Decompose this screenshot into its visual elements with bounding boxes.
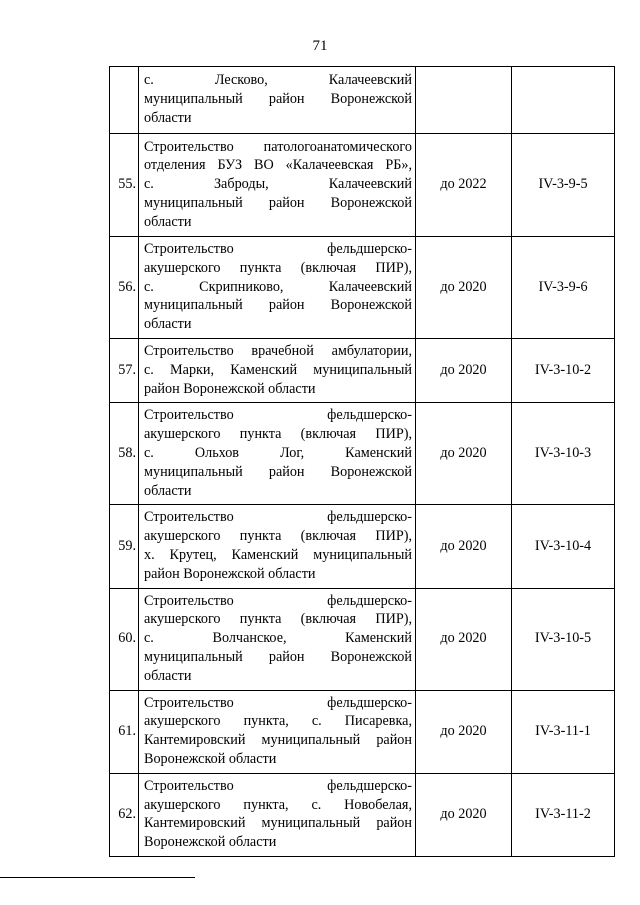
- row-description: [139, 773, 416, 856]
- description-line: Строительство фельдшерско-: [144, 694, 412, 711]
- row-deadline: до 2020: [416, 773, 512, 856]
- table-row: [110, 773, 615, 856]
- row-description: [139, 67, 416, 134]
- projects-table-body: [110, 67, 615, 857]
- row-code: IV-3-10-4: [512, 505, 615, 588]
- description-line: х. Крутец, Каменский муниципальный: [144, 546, 412, 563]
- row-code: IV-3-10-2: [512, 338, 615, 402]
- table-row: [110, 237, 615, 339]
- row-number: 59.: [110, 505, 139, 588]
- description-line: Строительство патологоанатомического: [144, 138, 412, 155]
- row-number: 61.: [110, 690, 139, 773]
- row-deadline: до 2020: [416, 505, 512, 588]
- description-line: акушерского пункта, с. Писаревка,: [144, 713, 412, 730]
- description-line: муниципальный район Воронежской: [144, 91, 412, 108]
- row-number: [110, 67, 139, 134]
- row-description: [139, 690, 416, 773]
- row-number: 55.: [110, 134, 139, 237]
- description-line: Воронежской области: [144, 750, 277, 767]
- table-row: [110, 134, 615, 237]
- table-row: [110, 588, 615, 690]
- table-row: [110, 403, 615, 505]
- row-deadline: [416, 67, 512, 134]
- description-line: области: [144, 213, 192, 230]
- description-line: отделения БУЗ ВО «Калачеевская РБ»,: [144, 157, 412, 174]
- table-row: [110, 690, 615, 773]
- description-line: Кантемировский муниципальный район: [144, 815, 412, 832]
- row-description: [139, 134, 416, 237]
- description-line: Строительство фельдшерско-: [144, 777, 412, 794]
- description-line: акушерского пункта (включая ПИР),: [144, 426, 412, 443]
- description-line: с. Ольхов Лог, Каменский: [144, 444, 412, 461]
- row-description: [139, 588, 416, 690]
- table-row: [110, 67, 615, 134]
- projects-table: [109, 66, 615, 857]
- row-code: IV-3-11-2: [512, 773, 615, 856]
- row-description: [139, 403, 416, 505]
- description-line: области: [144, 316, 192, 333]
- description-line: муниципальный район Воронежской: [144, 194, 412, 211]
- row-description: [139, 237, 416, 339]
- description-line: район Воронежской области: [144, 565, 316, 582]
- row-number: 58.: [110, 403, 139, 505]
- page-number: 71: [312, 38, 328, 54]
- row-deadline: до 2022: [416, 134, 512, 237]
- description-line: район Воронежской области: [144, 380, 316, 397]
- description-line: Строительство фельдшерско-: [144, 592, 412, 609]
- description-line: области: [144, 109, 192, 126]
- description-line: с. Волчанское, Каменский: [144, 630, 412, 647]
- description-line: муниципальный район Воронежской: [144, 297, 412, 314]
- description-line: Кантемировский муниципальный район: [144, 732, 412, 749]
- row-code: IV-3-9-6: [512, 237, 615, 339]
- description-line: с. Заброды, Калачеевский: [144, 176, 412, 193]
- row-number: 60.: [110, 588, 139, 690]
- description-line: с. Лесково, Калачеевский: [144, 72, 412, 89]
- description-line: акушерского пункта (включая ПИР),: [144, 528, 412, 545]
- footnote-separator: [0, 877, 195, 878]
- description-line: муниципальный район Воронежской: [144, 648, 412, 665]
- row-code: IV-3-10-5: [512, 588, 615, 690]
- row-deadline: до 2020: [416, 690, 512, 773]
- row-number: 56.: [110, 237, 139, 339]
- row-number: 62.: [110, 773, 139, 856]
- row-code: IV-3-11-1: [512, 690, 615, 773]
- row-code: [512, 67, 615, 134]
- row-description: [139, 505, 416, 588]
- row-deadline: до 2020: [416, 237, 512, 339]
- description-line: акушерского пункта (включая ПИР),: [144, 611, 412, 628]
- description-line: муниципальный район Воронежской: [144, 463, 412, 480]
- description-line: Строительство фельдшерско-: [144, 241, 412, 257]
- description-line: Строительство врачебной амбулатории,: [144, 342, 412, 359]
- row-deadline: до 2020: [416, 338, 512, 402]
- row-deadline: до 2020: [416, 588, 512, 690]
- row-code: IV-3-10-3: [512, 403, 615, 505]
- description-line: области: [144, 667, 192, 684]
- row-number: 57.: [110, 338, 139, 402]
- description-line: с. Марки, Каменский муниципальный: [144, 361, 412, 378]
- description-line: Воронежской области: [144, 834, 277, 851]
- description-line: акушерского пункта (включая ПИР),: [144, 259, 412, 276]
- row-code: IV-3-9-5: [512, 134, 615, 237]
- description-line: области: [144, 482, 192, 499]
- description-line: Строительство фельдшерско-: [144, 509, 412, 526]
- row-description: [139, 338, 416, 402]
- description-line: Строительство фельдшерско-: [144, 407, 412, 424]
- description-line: с. Скрипниково, Калачеевский: [144, 278, 412, 295]
- table-row: [110, 505, 615, 588]
- description-line: акушерского пункта, с. Новобелая,: [144, 796, 412, 813]
- row-deadline: до 2020: [416, 403, 512, 505]
- table-row: [110, 338, 615, 402]
